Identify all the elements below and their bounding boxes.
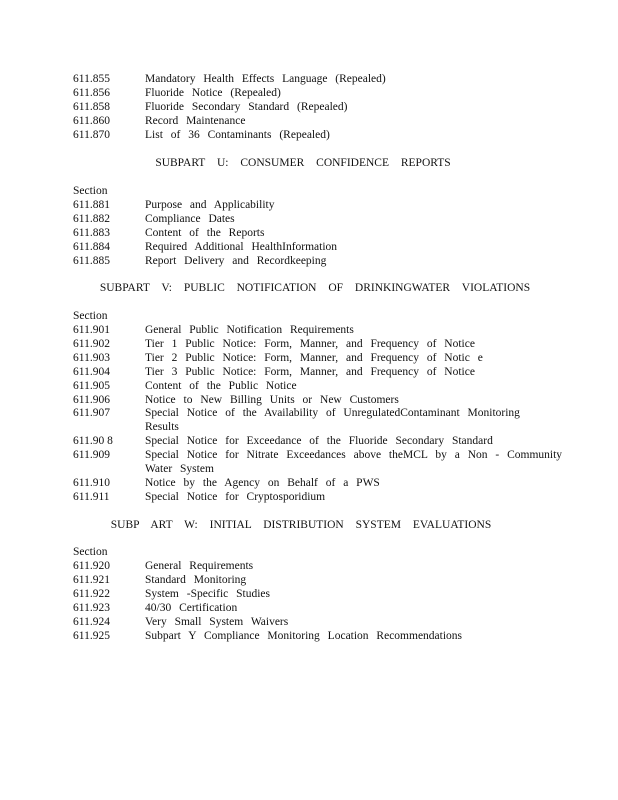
section-number: 611.883 <box>73 227 110 239</box>
section-title: Subpart Y Compliance Monitoring Location Recommendations <box>145 630 463 642</box>
section-title: General Public Notification Requirements <box>145 324 354 336</box>
section-title-continuation: Results <box>145 421 179 433</box>
section-number: 611.924 <box>73 616 110 628</box>
section-title: Standard Monitoring <box>145 574 247 586</box>
section-title: Report Delivery and Recordkeeping <box>145 255 327 267</box>
section-number: 611.923 <box>73 602 110 614</box>
section-number: 611.903 <box>73 352 110 364</box>
section-title: General Requirements <box>145 560 254 572</box>
section-title: Notice by the Agency on Behalf of a PWS <box>145 477 380 489</box>
section-title: Compliance Dates <box>145 213 235 225</box>
section-title: 40/30 Certification <box>145 602 238 614</box>
section-number: 611.906 <box>73 394 110 406</box>
section-number: 611.902 <box>73 338 110 350</box>
section-title: System -Specific Studies <box>145 588 270 600</box>
subpart-u-heading: SUBPART U: CONSUMER CONFIDENCE REPORTS <box>155 157 451 169</box>
section-label: Section <box>73 310 108 322</box>
section-number: 611.920 <box>73 560 110 572</box>
section-title: Content of the Public Notice <box>145 380 297 392</box>
section-title: List of 36 Contaminants (Repealed) <box>145 129 330 141</box>
section-number: 611.881 <box>73 199 110 211</box>
section-number: 611.905 <box>73 380 110 392</box>
section-number: 611.90 8 <box>73 435 113 447</box>
section-number: 611.884 <box>73 241 110 253</box>
section-number: 611.925 <box>73 630 110 642</box>
subpart-w-heading: SUBP ART W: INITIAL DISTRIBUTION SYSTEM EVALUATIONS <box>110 519 492 531</box>
section-title: Special Notice for Exceedance of the Fluoride Secondary Standard <box>145 435 493 447</box>
section-title: Special Notice for Cryptosporidium <box>145 491 326 503</box>
section-number: 611.910 <box>73 477 110 489</box>
section-title: Purpose and Applicability <box>145 199 275 211</box>
section-title: Fluoride Notice (Repealed) <box>145 87 281 99</box>
section-number: 611.921 <box>73 574 110 586</box>
section-number: 611.885 <box>73 255 110 267</box>
section-number: 611.860 <box>73 115 110 127</box>
section-number: 611.904 <box>73 366 110 378</box>
section-number: 611.911 <box>73 491 110 503</box>
section-title: Record Maintenance <box>145 115 246 127</box>
section-title: Content of the Reports <box>145 227 265 239</box>
section-title: Notice to New Billing Units or New Customers <box>145 394 399 406</box>
section-title-continuation: Water System <box>145 463 214 475</box>
section-number: 611.909 <box>73 449 110 461</box>
section-title: Special Notice for Nitrate Exceedances above theMCL by a Non - Community <box>145 449 563 461</box>
section-number: 611.901 <box>73 324 110 336</box>
section-title: Tier 2 Public Notice: Form, Manner, and Frequency of Notic e <box>145 352 483 364</box>
section-number: 611.882 <box>73 213 110 225</box>
section-title: Required Additional HealthInformation <box>145 241 338 253</box>
subpart-v-heading: SUBPART V: PUBLIC NOTIFICATION OF DRINKINGWATER VIOLATIONS <box>99 282 531 294</box>
section-title: Tier 3 Public Notice: Form, Manner, and Frequency of Notice <box>145 366 475 378</box>
section-number: 611.856 <box>73 87 110 99</box>
section-title: Mandatory Health Effects Language (Repealed) <box>145 73 386 85</box>
section-label: Section <box>73 185 108 197</box>
section-label: Section <box>73 546 108 558</box>
section-number: 611.870 <box>73 129 110 141</box>
section-number: 611.858 <box>73 101 110 113</box>
section-number: 611.855 <box>73 73 110 85</box>
section-number: 611.922 <box>73 588 110 600</box>
section-title: Special Notice of the Availability of UnregulatedContaminant Monitoring <box>145 407 520 419</box>
section-title: Fluoride Secondary Standard (Repealed) <box>145 101 348 113</box>
section-number: 611.907 <box>73 407 110 419</box>
section-title: Very Small System Waivers <box>145 616 289 628</box>
section-title: Tier 1 Public Notice: Form, Manner, and Frequency of Notice <box>145 338 475 350</box>
